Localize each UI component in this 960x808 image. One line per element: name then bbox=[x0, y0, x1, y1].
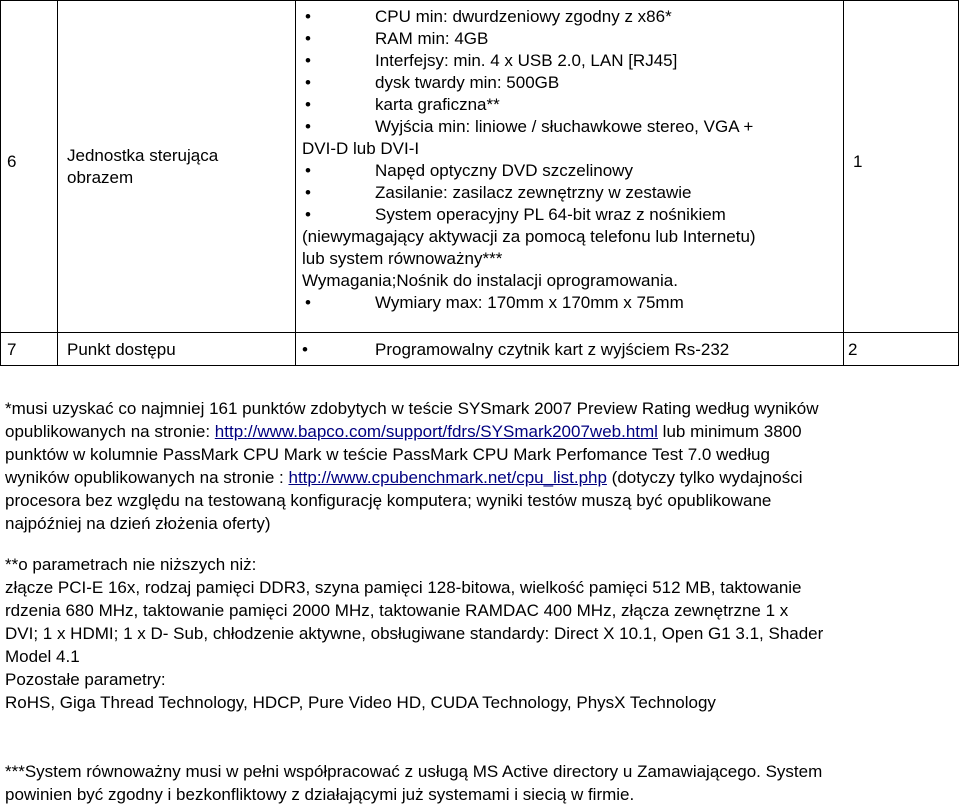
bapco-link[interactable]: http://www.bapco.com/support/fdrs/SYSmark2007web.html bbox=[214, 422, 658, 441]
footnote-line bbox=[5, 420, 960, 443]
row-spec-text: Wymiary max: 170mm x 170mm x 75mm bbox=[375, 293, 684, 312]
row-number: 6 bbox=[7, 152, 17, 171]
row-spec-item bbox=[302, 292, 842, 314]
row-spec-text: RAM min: 4GB bbox=[375, 29, 489, 48]
bullet-icon: • bbox=[305, 73, 311, 92]
table-col-divider bbox=[295, 0, 296, 366]
row-spec-item bbox=[302, 94, 842, 116]
footnote-line: powinien być zgodny i bezkonfliktowy z działającymi już systemami i siecią w firmie. bbox=[5, 785, 635, 804]
footnote-text: opublikowanych na stronie: bbox=[5, 422, 215, 441]
row-spec-item bbox=[302, 138, 842, 160]
row-spec-text: DVI-D lub DVI-I bbox=[302, 139, 420, 158]
footnote-line: najpóźniej na dzień złożenia oferty) bbox=[5, 514, 271, 533]
row-spec-item bbox=[302, 28, 842, 50]
row-spec-item bbox=[302, 182, 842, 204]
row-spec-text: Zasilanie: zasilacz zewnętrzny w zestawie bbox=[375, 183, 692, 202]
footnote-line: procesora bez względu na testowaną konfigurację komputera; wyniki testów muszą być opublikowane bbox=[5, 491, 772, 510]
footnote-line: Pozostałe parametry: bbox=[5, 670, 166, 689]
row-spec-text: (niewymagający aktywacji za pomocą telefonu lub Internetu) bbox=[302, 227, 756, 246]
row-quantity: 2 bbox=[848, 340, 858, 359]
footnote-line bbox=[5, 466, 960, 489]
footnote-line: DVI; 1 x HDMI; 1 x D- Sub, chłodzenie aktywne, obsługiwane standardy: Direct X 10.1, Open G1 3.1, Shader bbox=[5, 624, 824, 643]
row-spec-item: Programowalny czytnik kart z wyjściem Rs-232 bbox=[375, 340, 730, 359]
footnote-gpu bbox=[5, 553, 960, 714]
bullet-icon: • bbox=[305, 29, 311, 48]
row-spec-text: karta graficzna** bbox=[375, 95, 500, 114]
row-spec-item bbox=[302, 116, 842, 138]
table-border-top bbox=[0, 0, 958, 1]
row-spec-item bbox=[302, 6, 842, 28]
row-spec-text: CPU min: dwurdzeniowy zgodny z x86* bbox=[375, 7, 672, 26]
footnote-text: wyników opublikowanych na stronie : bbox=[5, 468, 289, 487]
row-spec-text: Wymagania;Nośnik do instalacji oprogramowania. bbox=[302, 271, 678, 290]
footnote-line: złącze PCI-E 16x, rodzaj pamięci DDR3, szyna pamięci 128-bitowa, wielkość pamięci 512 MB, taktowanie bbox=[5, 578, 802, 597]
footnote-os bbox=[5, 760, 960, 806]
footnote-line: RoHS, Giga Thread Technology, HDCP, Pure Video HD, CUDA Technology, PhysX Technology bbox=[5, 693, 716, 712]
footnote-cpu bbox=[5, 397, 960, 535]
cpubenchmark-link[interactable]: http://www.cpubenchmark.net/cpu_list.php bbox=[288, 468, 607, 487]
row-spec-text: lub system równoważny*** bbox=[302, 249, 503, 268]
table-row-divider bbox=[0, 332, 958, 333]
bullet-icon: • bbox=[305, 161, 311, 180]
bullet-icon: • bbox=[302, 340, 308, 359]
row-spec-item bbox=[302, 160, 842, 182]
row-spec-item bbox=[302, 226, 842, 248]
row-spec-item bbox=[302, 248, 842, 270]
row-spec-text: Interfejsy: min. 4 x USB 2.0, LAN [RJ45] bbox=[375, 51, 678, 70]
row-spec-item bbox=[302, 270, 842, 292]
footnote-text: lub minimum 3800 bbox=[657, 422, 802, 441]
bullet-icon: • bbox=[305, 95, 311, 114]
bullet-icon: • bbox=[305, 183, 311, 202]
equipment-table bbox=[0, 0, 958, 365]
footnote-line: rdzenia 680 MHz, taktowanie pamięci 2000 MHz, taktowanie RAMDAC 400 MHz, złącza zewnętrzne 1 x bbox=[5, 601, 789, 620]
footnote-line: Model 4.1 bbox=[5, 647, 80, 666]
footnote-line: **o parametrach nie niższych niż: bbox=[5, 555, 257, 574]
row-spec-text: dysk twardy min: 500GB bbox=[375, 73, 560, 92]
bullet-icon: • bbox=[305, 7, 311, 26]
table-border-right bbox=[958, 0, 959, 366]
row-spec-text: System operacyjny PL 64-bit wraz z nośnikiem bbox=[375, 205, 726, 224]
row-number: 7 bbox=[7, 340, 17, 359]
row-spec-item bbox=[302, 204, 842, 226]
row-spec-list bbox=[302, 6, 842, 314]
bullet-icon: • bbox=[305, 51, 311, 70]
table-col-divider bbox=[843, 0, 844, 366]
footnote-line: ***System równoważny musi w pełni współpracować z usługą MS Active directory u Zamawiającego. System bbox=[5, 762, 823, 781]
row-spec-item bbox=[302, 72, 842, 94]
footnote-line: *musi uzyskać co najmniej 161 punktów zdobytych w teście SYSmark 2007 Preview Rating według wyników bbox=[5, 399, 819, 418]
bullet-icon: • bbox=[305, 205, 311, 224]
table-col-divider bbox=[57, 0, 58, 366]
row-spec-item bbox=[302, 50, 842, 72]
footnote-line: punktów w kolumnie PassMark CPU Mark w teście PassMark CPU Mark Perfomance Test 7.0 według bbox=[5, 445, 770, 464]
table-border-bottom bbox=[0, 365, 958, 366]
row-quantity: 1 bbox=[853, 152, 863, 171]
table-border-left bbox=[0, 0, 1, 366]
row-item-name: Punkt dostępu bbox=[67, 340, 176, 359]
footnote-text: (dotyczy tylko wydajności bbox=[606, 468, 803, 487]
row-item-name: obrazem bbox=[67, 168, 134, 187]
row-spec-text: Napęd optyczny DVD szczelinowy bbox=[375, 161, 633, 180]
bullet-icon: • bbox=[305, 117, 311, 136]
row-spec-text: Wyjścia min: liniowe / słuchawkowe stereo, VGA + bbox=[375, 117, 754, 136]
bullet-icon: • bbox=[305, 293, 311, 312]
row-item-name: Jednostka sterująca bbox=[67, 146, 219, 165]
